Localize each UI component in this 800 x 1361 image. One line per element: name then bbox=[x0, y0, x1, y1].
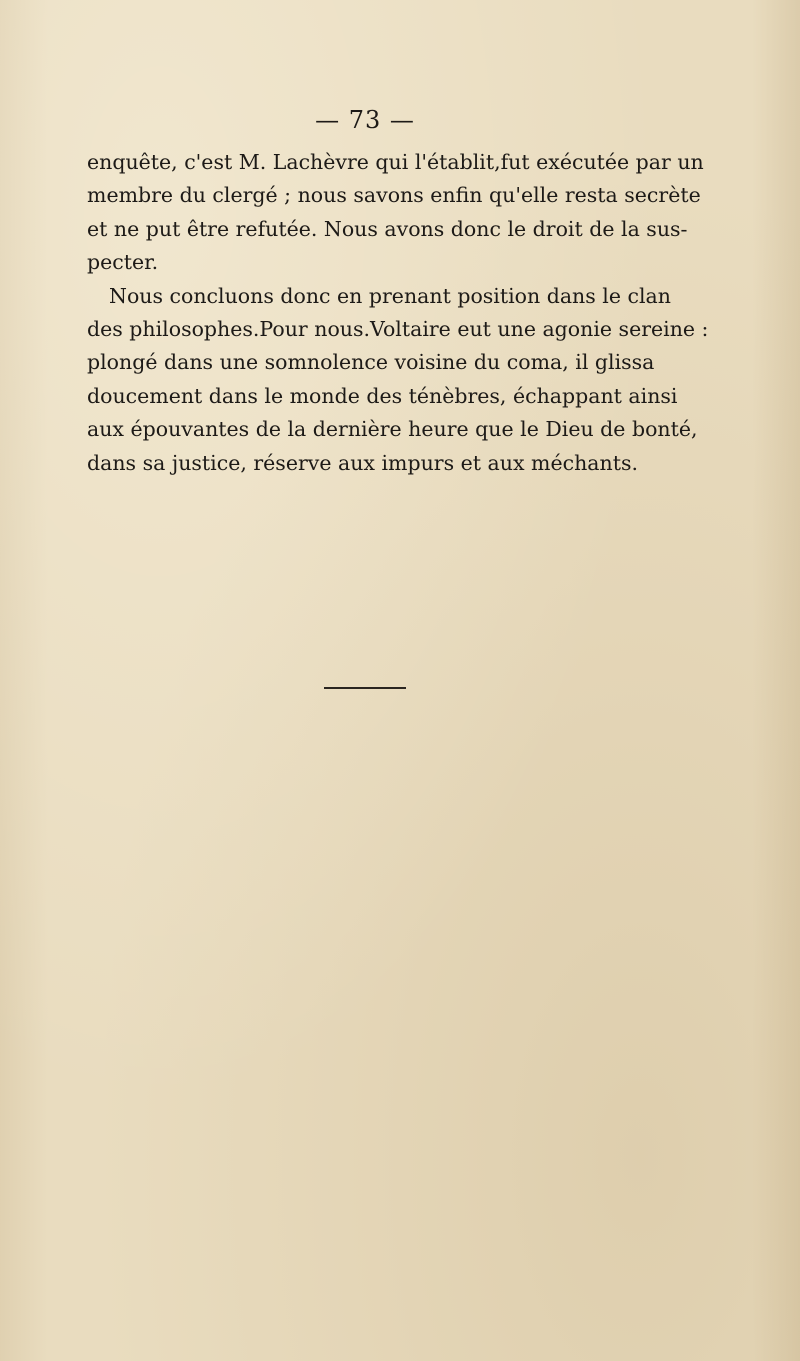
text-line: et ne put être refutée. Nous avons donc le droit de la sus- bbox=[87, 216, 688, 241]
page-number: — 73 — bbox=[315, 106, 415, 134]
paragraph-1 bbox=[87, 146, 704, 280]
end-rule bbox=[324, 687, 406, 689]
text-line: pecter. bbox=[87, 250, 159, 275]
text-line: plongé dans une somnolence voisine du coma, il glissa bbox=[87, 350, 655, 375]
text-line: doucement dans le monde des ténèbres, échappant ainsi bbox=[87, 383, 678, 408]
text-line: enquête, c'est M. Lachèvre qui l'établit,fut exécutée par un bbox=[87, 150, 704, 174]
text-line: aux épouvantes de la dernière heure que le Dieu de bonté, bbox=[87, 417, 698, 442]
text-line: dans sa justice, réserve aux impurs et aux méchants. bbox=[87, 450, 638, 475]
body-text bbox=[87, 146, 709, 480]
paragraph-2 bbox=[87, 280, 709, 480]
text-line: des philosophes.Pour nous.Voltaire eut une agonie sereine : bbox=[87, 317, 709, 342]
text-line: membre du clergé ; nous savons enfin qu'elle resta secrète bbox=[87, 183, 701, 208]
text-line: Nous concluons donc en prenant position dans le clan bbox=[109, 283, 671, 308]
